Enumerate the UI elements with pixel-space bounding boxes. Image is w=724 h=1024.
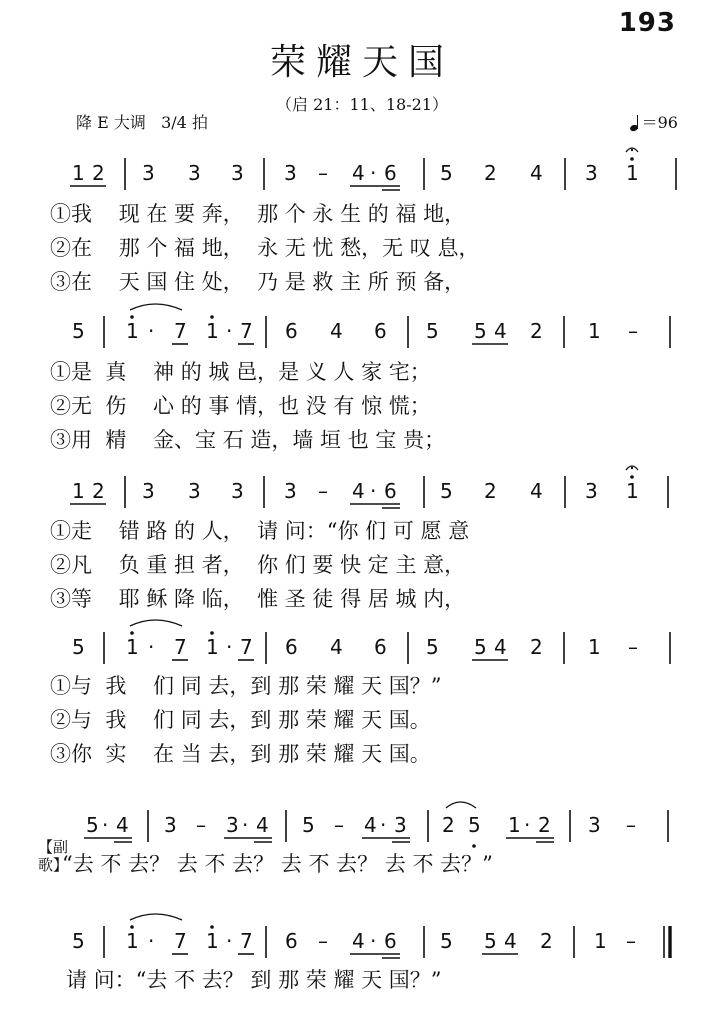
svg-text:5: 5: [72, 929, 85, 953]
svg-text:1: 1: [588, 319, 601, 343]
svg-text:–: –: [318, 161, 328, 185]
svg-text:·: ·: [524, 813, 531, 837]
svg-text:5: 5: [440, 929, 453, 953]
svg-text:6: 6: [384, 161, 397, 185]
svg-text:5: 5: [474, 319, 487, 343]
svg-text:1: 1: [206, 929, 219, 953]
svg-text:4: 4: [494, 635, 507, 659]
svg-text:6: 6: [374, 635, 387, 659]
svg-text:3: 3: [142, 479, 155, 503]
system-5-lyric-1: “去 不 去？ 去 不 去？ 去 不 去？ 去 不 去？”: [62, 852, 493, 876]
svg-text:3: 3: [585, 161, 598, 185]
svg-text:2: 2: [442, 813, 455, 837]
system-6-lyric-1: 请 问：“去 不 去？ 到 那 荣 耀 天 国？”: [66, 968, 442, 992]
svg-text:–: –: [628, 319, 638, 343]
svg-text:3: 3: [231, 161, 244, 185]
svg-text:4: 4: [352, 479, 365, 503]
svg-text:5: 5: [302, 813, 315, 837]
svg-text:2: 2: [540, 929, 553, 953]
svg-text:5: 5: [474, 635, 487, 659]
svg-text:–: –: [318, 479, 328, 503]
svg-text:3: 3: [142, 161, 155, 185]
svg-text:4: 4: [364, 813, 377, 837]
svg-text:1: 1: [206, 319, 219, 343]
svg-text:–: –: [196, 813, 206, 837]
system-1-notation: [70, 148, 676, 190]
svg-text:5: 5: [426, 635, 439, 659]
system-2-lyric-1: ①是 真 神 的 城 邑，是 义 人 家 宅；: [50, 360, 431, 384]
hymn-title: 荣耀天国: [269, 42, 454, 83]
svg-text:–: –: [628, 635, 638, 659]
svg-text:3: 3: [284, 479, 297, 503]
svg-text:4: 4: [116, 813, 129, 837]
svg-text:2: 2: [92, 479, 105, 503]
svg-text:5: 5: [426, 319, 439, 343]
svg-text:2: 2: [530, 319, 543, 343]
svg-text:4: 4: [330, 635, 343, 659]
svg-text:1: 1: [126, 319, 139, 343]
svg-text:3: 3: [164, 813, 177, 837]
svg-text:3: 3: [226, 813, 239, 837]
svg-text:5: 5: [468, 813, 481, 837]
svg-text:7: 7: [174, 635, 187, 659]
svg-text:3: 3: [188, 161, 201, 185]
system-1-lyric-1: ①我 现 在 要 奔， 那 个 永 生 的 福 地，: [50, 202, 466, 226]
svg-text:·: ·: [242, 813, 249, 837]
refrain-label: 【副歌】: [38, 838, 69, 874]
svg-text:3: 3: [588, 813, 601, 837]
svg-text:3: 3: [188, 479, 201, 503]
svg-text:5: 5: [86, 813, 99, 837]
svg-text:6: 6: [384, 479, 397, 503]
svg-text:6: 6: [374, 319, 387, 343]
svg-text:·: ·: [148, 929, 155, 953]
svg-text:5: 5: [72, 319, 85, 343]
system-2-notation: [72, 304, 670, 348]
svg-text:4: 4: [352, 929, 365, 953]
svg-text:5: 5: [72, 635, 85, 659]
system-4-notation: [72, 620, 670, 664]
svg-text:6: 6: [384, 929, 397, 953]
system-2-lyric-3: ③用 精 金、宝 石 造，墙 垣 也 宝 贵；: [50, 428, 446, 452]
svg-text:1: 1: [72, 479, 85, 503]
system-3-lyric-3: ③等 耶 稣 降 临， 惟 圣 徒 得 居 城 内，: [50, 587, 466, 611]
tempo-value: ＝96: [641, 113, 678, 132]
system-4-lyric-1: ①与 我 们 同 去，到 那 荣 耀 天 国？”: [50, 674, 442, 698]
svg-text:4: 4: [494, 319, 507, 343]
svg-text:4: 4: [530, 479, 543, 503]
svg-text:1: 1: [508, 813, 521, 837]
system-4-lyric-3: ③你 实 在 当 去，到 那 荣 耀 天 国。: [50, 742, 431, 766]
system-4-lyric-2: ②与 我 们 同 去，到 那 荣 耀 天 国。: [50, 708, 431, 732]
svg-text:5: 5: [440, 479, 453, 503]
svg-text:4: 4: [330, 319, 343, 343]
svg-text:7: 7: [240, 319, 253, 343]
svg-text:3: 3: [231, 479, 244, 503]
system-1-lyric-2: ②在 那 个 福 地， 永 无 忧 愁，无 叹 息，: [50, 236, 480, 260]
key-time-signature: 降 E 大调 3/4 拍: [76, 113, 208, 132]
svg-text:1: 1: [626, 161, 639, 185]
svg-text:–: –: [626, 929, 636, 953]
svg-text:·: ·: [102, 813, 109, 837]
svg-text:·: ·: [370, 161, 377, 185]
svg-text:6: 6: [285, 635, 298, 659]
svg-text:4: 4: [256, 813, 269, 837]
svg-text:1: 1: [626, 479, 639, 503]
svg-text:1: 1: [206, 635, 219, 659]
page-number: 193: [618, 8, 676, 38]
svg-text:·: ·: [148, 319, 155, 343]
system-6-notation: [72, 914, 670, 958]
svg-text:–: –: [626, 813, 636, 837]
svg-text:1: 1: [72, 161, 85, 185]
svg-text:1: 1: [126, 635, 139, 659]
svg-text:5: 5: [484, 929, 497, 953]
svg-text:2: 2: [530, 635, 543, 659]
svg-text:3: 3: [585, 479, 598, 503]
system-2-lyric-2: ②无 伤 心 的 事 情，也 没 有 惊 慌；: [50, 394, 431, 418]
svg-text:6: 6: [285, 319, 298, 343]
svg-text:2: 2: [92, 161, 105, 185]
svg-text:7: 7: [240, 929, 253, 953]
svg-text:·: ·: [148, 635, 155, 659]
svg-text:2: 2: [484, 161, 497, 185]
svg-text:7: 7: [174, 319, 187, 343]
svg-text:–: –: [334, 813, 344, 837]
svg-text:–: –: [318, 929, 328, 953]
system-3-lyric-2: ②凡 负 重 担 者， 你 们 要 快 定 主 意，: [50, 553, 466, 577]
scripture-reference: （启 21：11、18-21）: [276, 95, 448, 114]
svg-text:7: 7: [240, 635, 253, 659]
svg-text:1: 1: [588, 635, 601, 659]
svg-text:2: 2: [538, 813, 551, 837]
svg-text:1: 1: [126, 929, 139, 953]
svg-text:·: ·: [226, 635, 233, 659]
svg-text:1: 1: [594, 929, 607, 953]
svg-text:·: ·: [380, 813, 387, 837]
svg-text:5: 5: [440, 161, 453, 185]
svg-text:·: ·: [370, 479, 377, 503]
system-5-notation: [84, 802, 668, 848]
svg-text:3: 3: [284, 161, 297, 185]
svg-text:2: 2: [484, 479, 497, 503]
svg-text:3: 3: [394, 813, 407, 837]
svg-text:4: 4: [530, 161, 543, 185]
svg-text:·: ·: [226, 319, 233, 343]
svg-text:4: 4: [352, 161, 365, 185]
system-3-lyric-1: ①走 错 路 的 人， 请 问：“你 们 可 愿 意: [50, 519, 470, 543]
svg-text:6: 6: [285, 929, 298, 953]
svg-text:7: 7: [174, 929, 187, 953]
system-3-notation: [70, 466, 668, 508]
svg-text:4: 4: [504, 929, 517, 953]
svg-text:·: ·: [226, 929, 233, 953]
svg-text:·: ·: [370, 929, 377, 953]
system-1-lyric-3: ③在 天 国 住 处， 乃 是 救 主 所 预 备，: [50, 270, 466, 294]
